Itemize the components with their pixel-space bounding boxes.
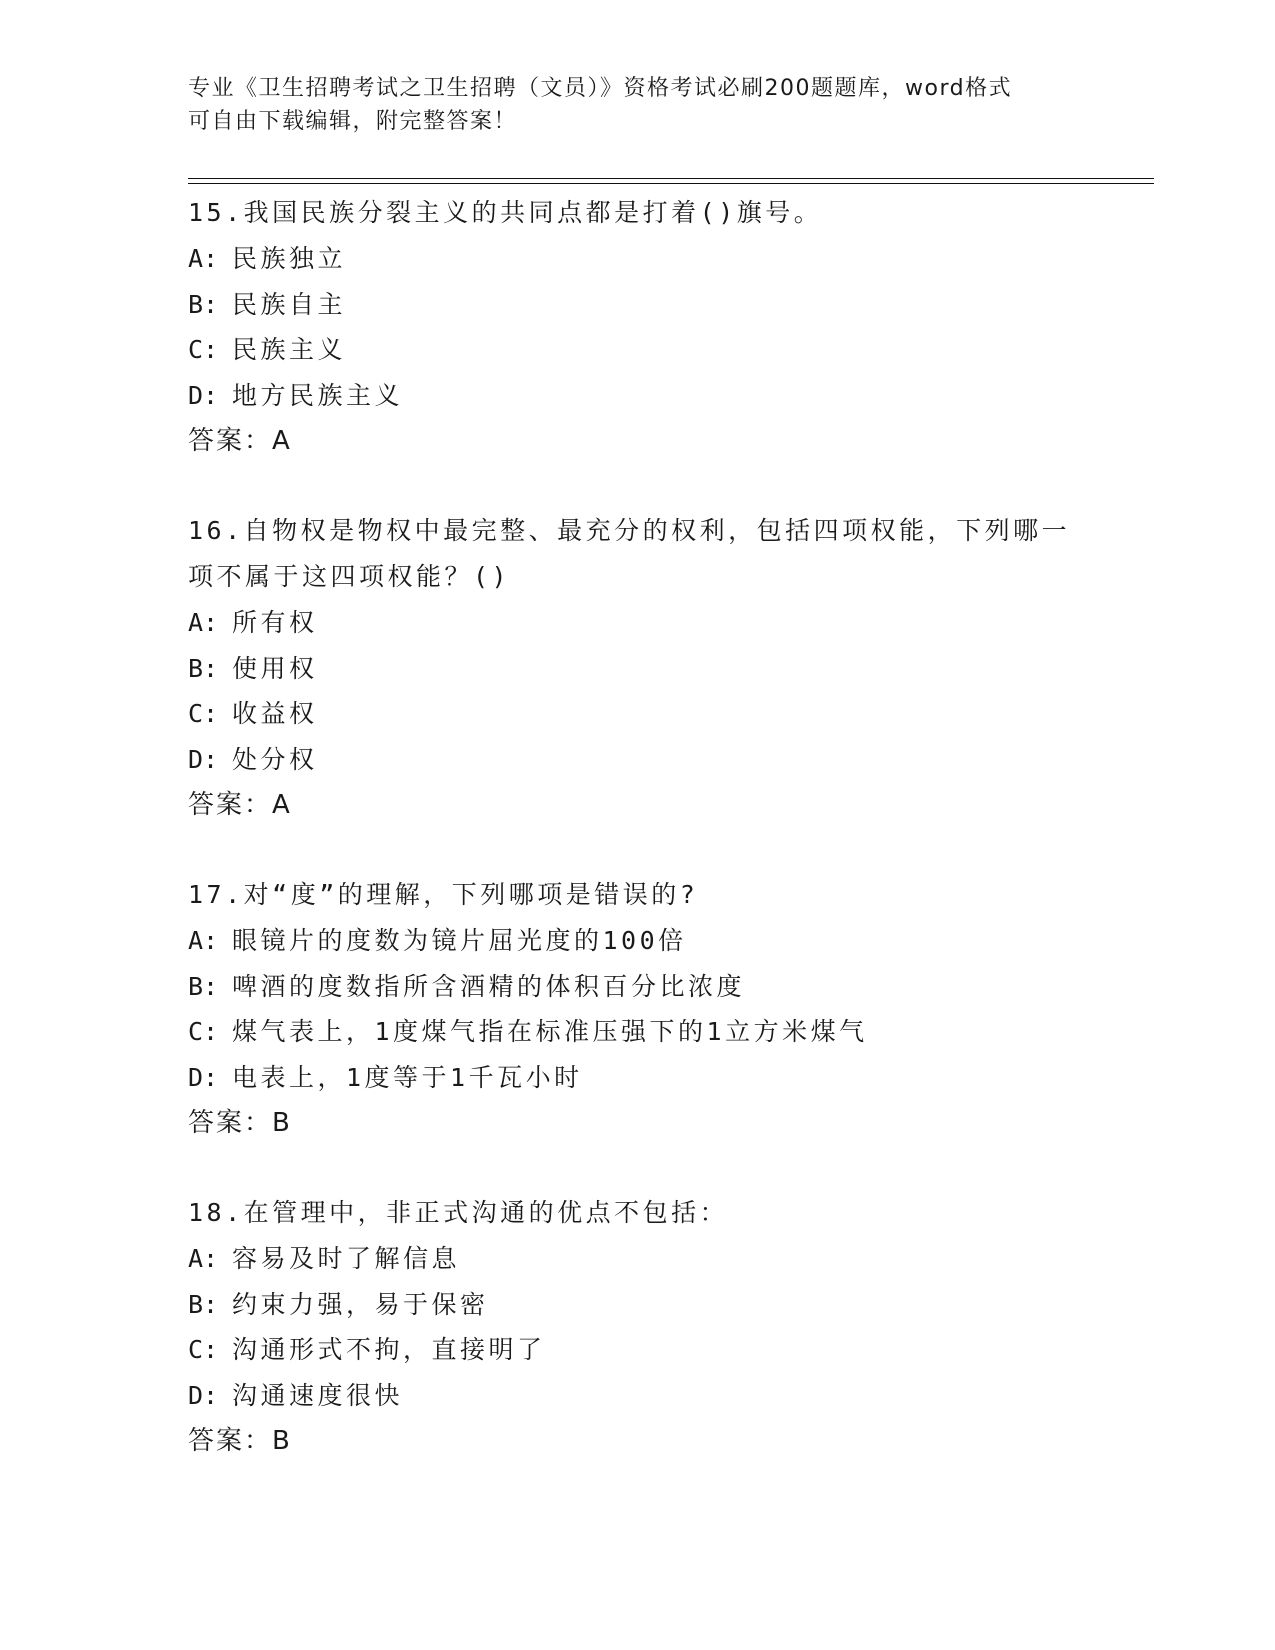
option-c [188, 1327, 1088, 1373]
answer-label: 答案：B [188, 1108, 292, 1138]
option-letter: C: [188, 1335, 219, 1364]
option-b [188, 964, 1088, 1010]
option-text: 地方民族主义 [232, 380, 404, 410]
option-text: 煤气表上，1度煤气指在标准压强下的1立方米煤气 [232, 1017, 868, 1046]
option-text: 约束力强，易于保密 [232, 1289, 489, 1319]
option-c [188, 691, 1088, 737]
option-d [188, 373, 1088, 419]
option-text: 民族独立 [232, 244, 347, 273]
option-a [188, 236, 1088, 282]
option-a [188, 600, 1088, 646]
option-b [188, 646, 1088, 692]
answer-label: 答案：B [188, 1426, 292, 1456]
header-divider-bottom [188, 183, 1154, 184]
option-letter: B: [188, 1289, 219, 1319]
option-b [188, 1282, 1088, 1328]
option-d [188, 737, 1088, 783]
option-a [188, 918, 1088, 964]
option-text: 电表上，1度等于1千瓦小时 [232, 1062, 583, 1092]
option-text: 所有权 [232, 608, 318, 637]
option-text: 民族自主 [232, 289, 347, 319]
option-letter: B: [188, 289, 219, 319]
option-c [188, 1009, 1088, 1055]
option-letter: D: [188, 1380, 219, 1410]
question-list [188, 190, 1088, 1508]
option-letter: A: [188, 608, 219, 637]
answer-label: 答案：A [188, 790, 292, 820]
question-text: 18.在管理中，非正式沟通的优点不包括： [188, 1198, 729, 1227]
option-letter: C: [188, 699, 219, 728]
option-letter: D: [188, 744, 219, 774]
option-d [188, 1373, 1088, 1419]
option-c [188, 327, 1088, 373]
document-header [188, 72, 1088, 138]
question-17 [188, 872, 1088, 1146]
question-16 [188, 508, 1088, 828]
option-a [188, 1236, 1088, 1282]
answer-label: 答案：A [188, 426, 292, 456]
option-text: 收益权 [232, 699, 318, 728]
option-text: 使用权 [232, 653, 318, 683]
question-15 [188, 190, 1088, 464]
option-b [188, 282, 1088, 328]
option-text: 容易及时了解信息 [232, 1244, 461, 1273]
option-letter: C: [188, 335, 219, 364]
option-letter: B: [188, 653, 219, 683]
option-letter: A: [188, 244, 219, 273]
option-text: 沟通形式不拘，直接明了 [232, 1335, 546, 1364]
question-text: 15.我国民族分裂主义的共同点都是打着()旗号。 [188, 198, 823, 227]
option-letter: D: [188, 380, 219, 410]
option-letter: D: [188, 1062, 219, 1092]
option-letter: A: [188, 926, 219, 955]
option-text: 啤酒的度数指所含酒精的体积百分比浓度 [232, 971, 746, 1001]
option-letter: A: [188, 1244, 219, 1273]
header-line-1: 专业《卫生招聘考试之卫生招聘（文员）》资格考试必刷200题题库，word格式 [188, 76, 1013, 101]
option-text: 眼镜片的度数为镜片屈光度的100倍 [232, 926, 687, 955]
option-text: 民族主义 [232, 335, 347, 364]
header-line-2: 可自由下载编辑，附完整答案！ [188, 109, 518, 134]
question-text: 16.自物权是物权中最完整、最充分的权利，包括四项权能，下列哪一项不属于这四项权能？() [188, 516, 1071, 591]
option-letter: B: [188, 971, 219, 1001]
option-letter: C: [188, 1017, 219, 1046]
option-text: 处分权 [232, 744, 318, 774]
header-divider-top [188, 178, 1154, 179]
question-text: 17.对“度”的理解，下列哪项是错误的? [188, 880, 699, 909]
option-text: 沟通速度很快 [232, 1380, 404, 1410]
question-18 [188, 1190, 1088, 1464]
option-d [188, 1055, 1088, 1101]
